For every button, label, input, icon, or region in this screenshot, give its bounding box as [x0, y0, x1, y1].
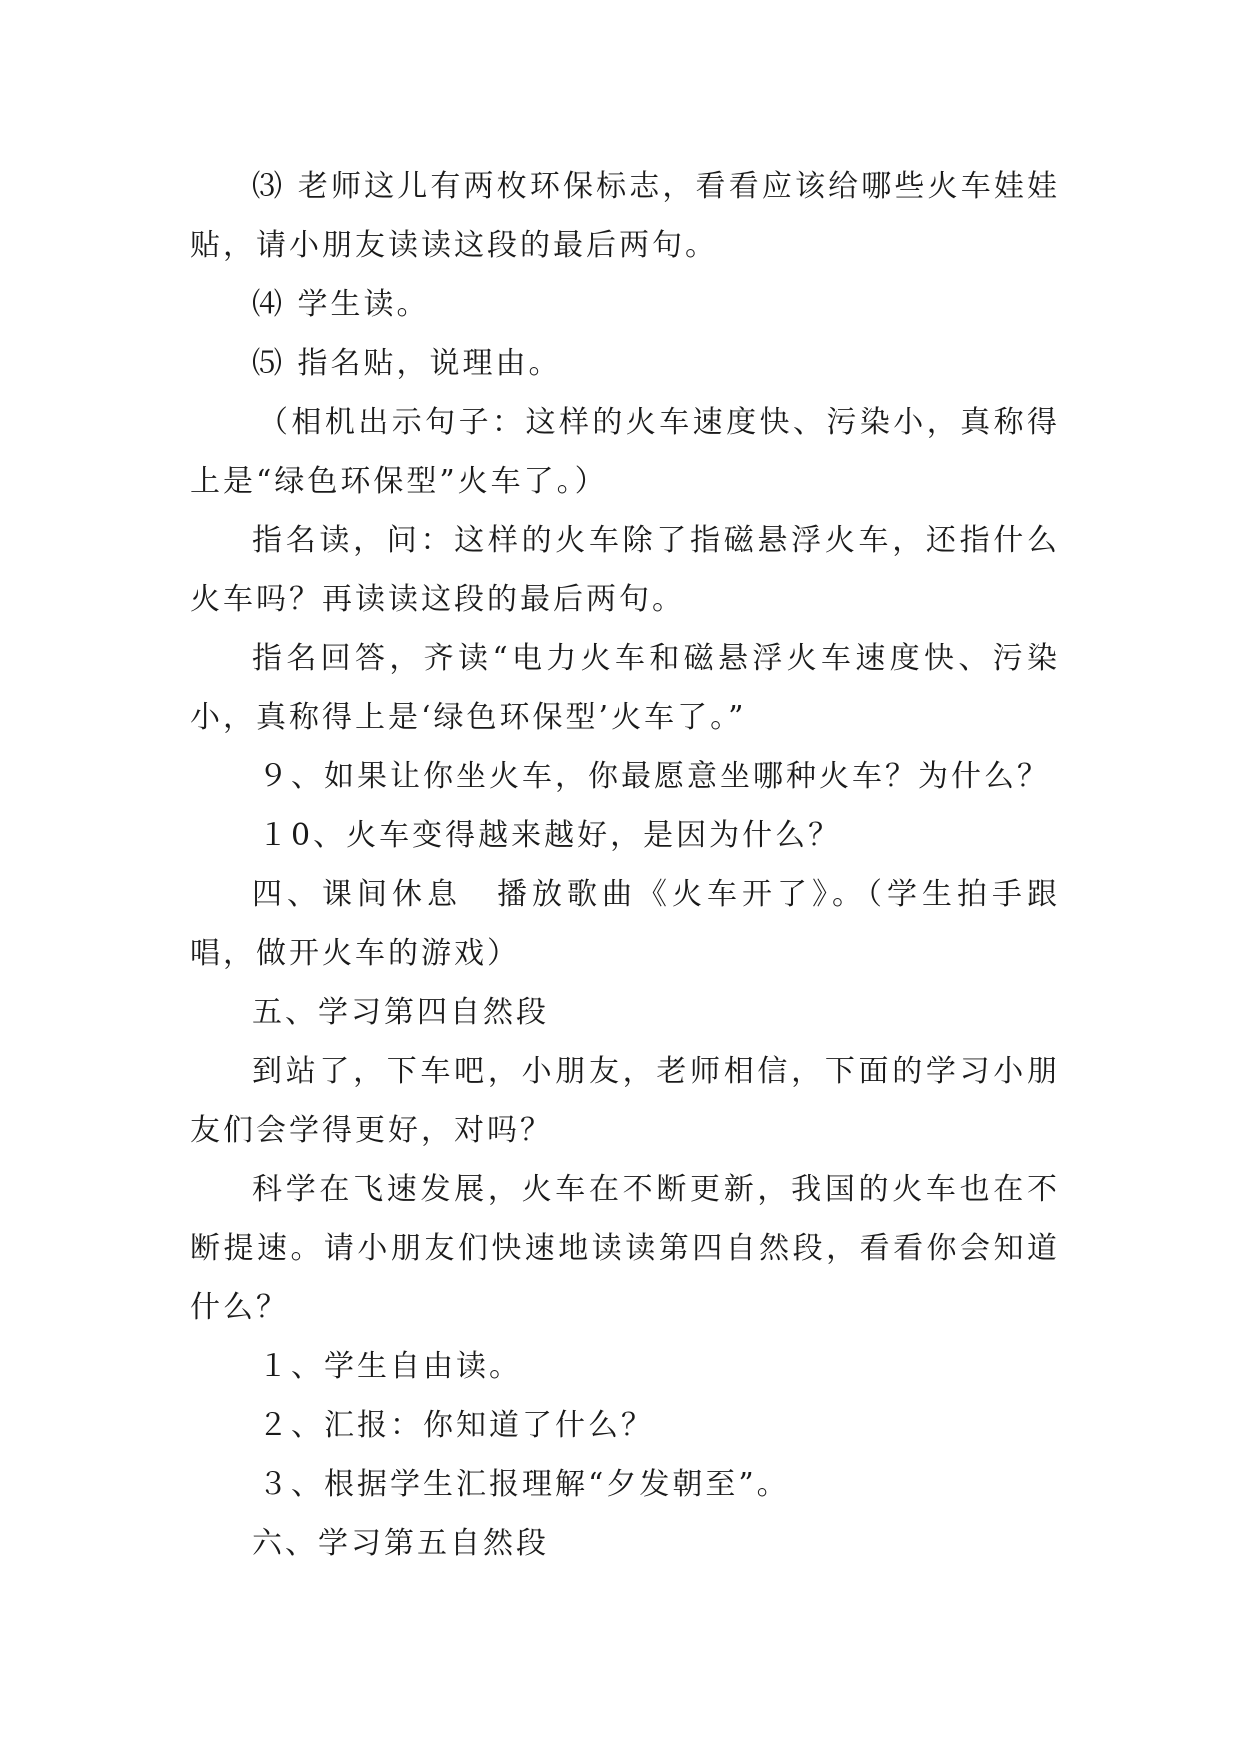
paragraph-answer-read: 指名回答，齐读“电力火车和磁悬浮火车速度快、污染小，真称得上是‘绿色环保型’火车了。” [190, 641, 1060, 735]
section-heading-break: 四、课间休息 播放歌曲《火车开了》。（学生拍手跟唱，做开火车的游戏） [190, 877, 1060, 971]
paragraph-step-3: ⑶ 老师这儿有两枚环保标志，看看应该给哪些火车娃娃贴，请小朋友读读这段的最后两句。 [190, 169, 1060, 263]
paragraph-item-3: ３、根据学生汇报理解“夕发朝至”。 [258, 1467, 790, 1502]
paragraph-arrive: 到站了，下车吧，小朋友，老师相信，下面的学习小朋友们会学得更好，对吗？ [190, 1054, 1060, 1148]
paragraph-show-sentence: （相机出示句子：这样的火车速度快、污染小，真称得上是“绿色环保型”火车了。） [190, 405, 1060, 499]
paragraph-science: 科学在飞速发展，火车在不断更新，我国的火车也在不断提速。请小朋友们快速地读读第四自然段，看看你会知道什么？ [190, 1172, 1060, 1325]
paragraph-item-9: ９、如果让你坐火车，你最愿意坐哪种火车？为什么？ [258, 759, 1050, 794]
paragraph-item-1: １、学生自由读。 [258, 1349, 522, 1384]
document-body [190, 157, 1060, 1573]
paragraph-step-4: ⑷ 学生读。 [252, 287, 430, 322]
section-heading-4: 五、学习第四自然段 [252, 995, 549, 1030]
paragraph-item-2: ２、汇报：你知道了什么？ [258, 1408, 654, 1443]
paragraph-read-question: 指名读，问：这样的火车除了指磁悬浮火车，还指什么火车吗？再读读这段的最后两句。 [190, 523, 1060, 617]
paragraph-item-10: １0、火车变得越来越好，是因为什么？ [258, 818, 842, 853]
section-heading-5: 六、学习第五自然段 [252, 1526, 549, 1561]
paragraph-step-5: ⑸ 指名贴，说理由。 [252, 346, 562, 381]
